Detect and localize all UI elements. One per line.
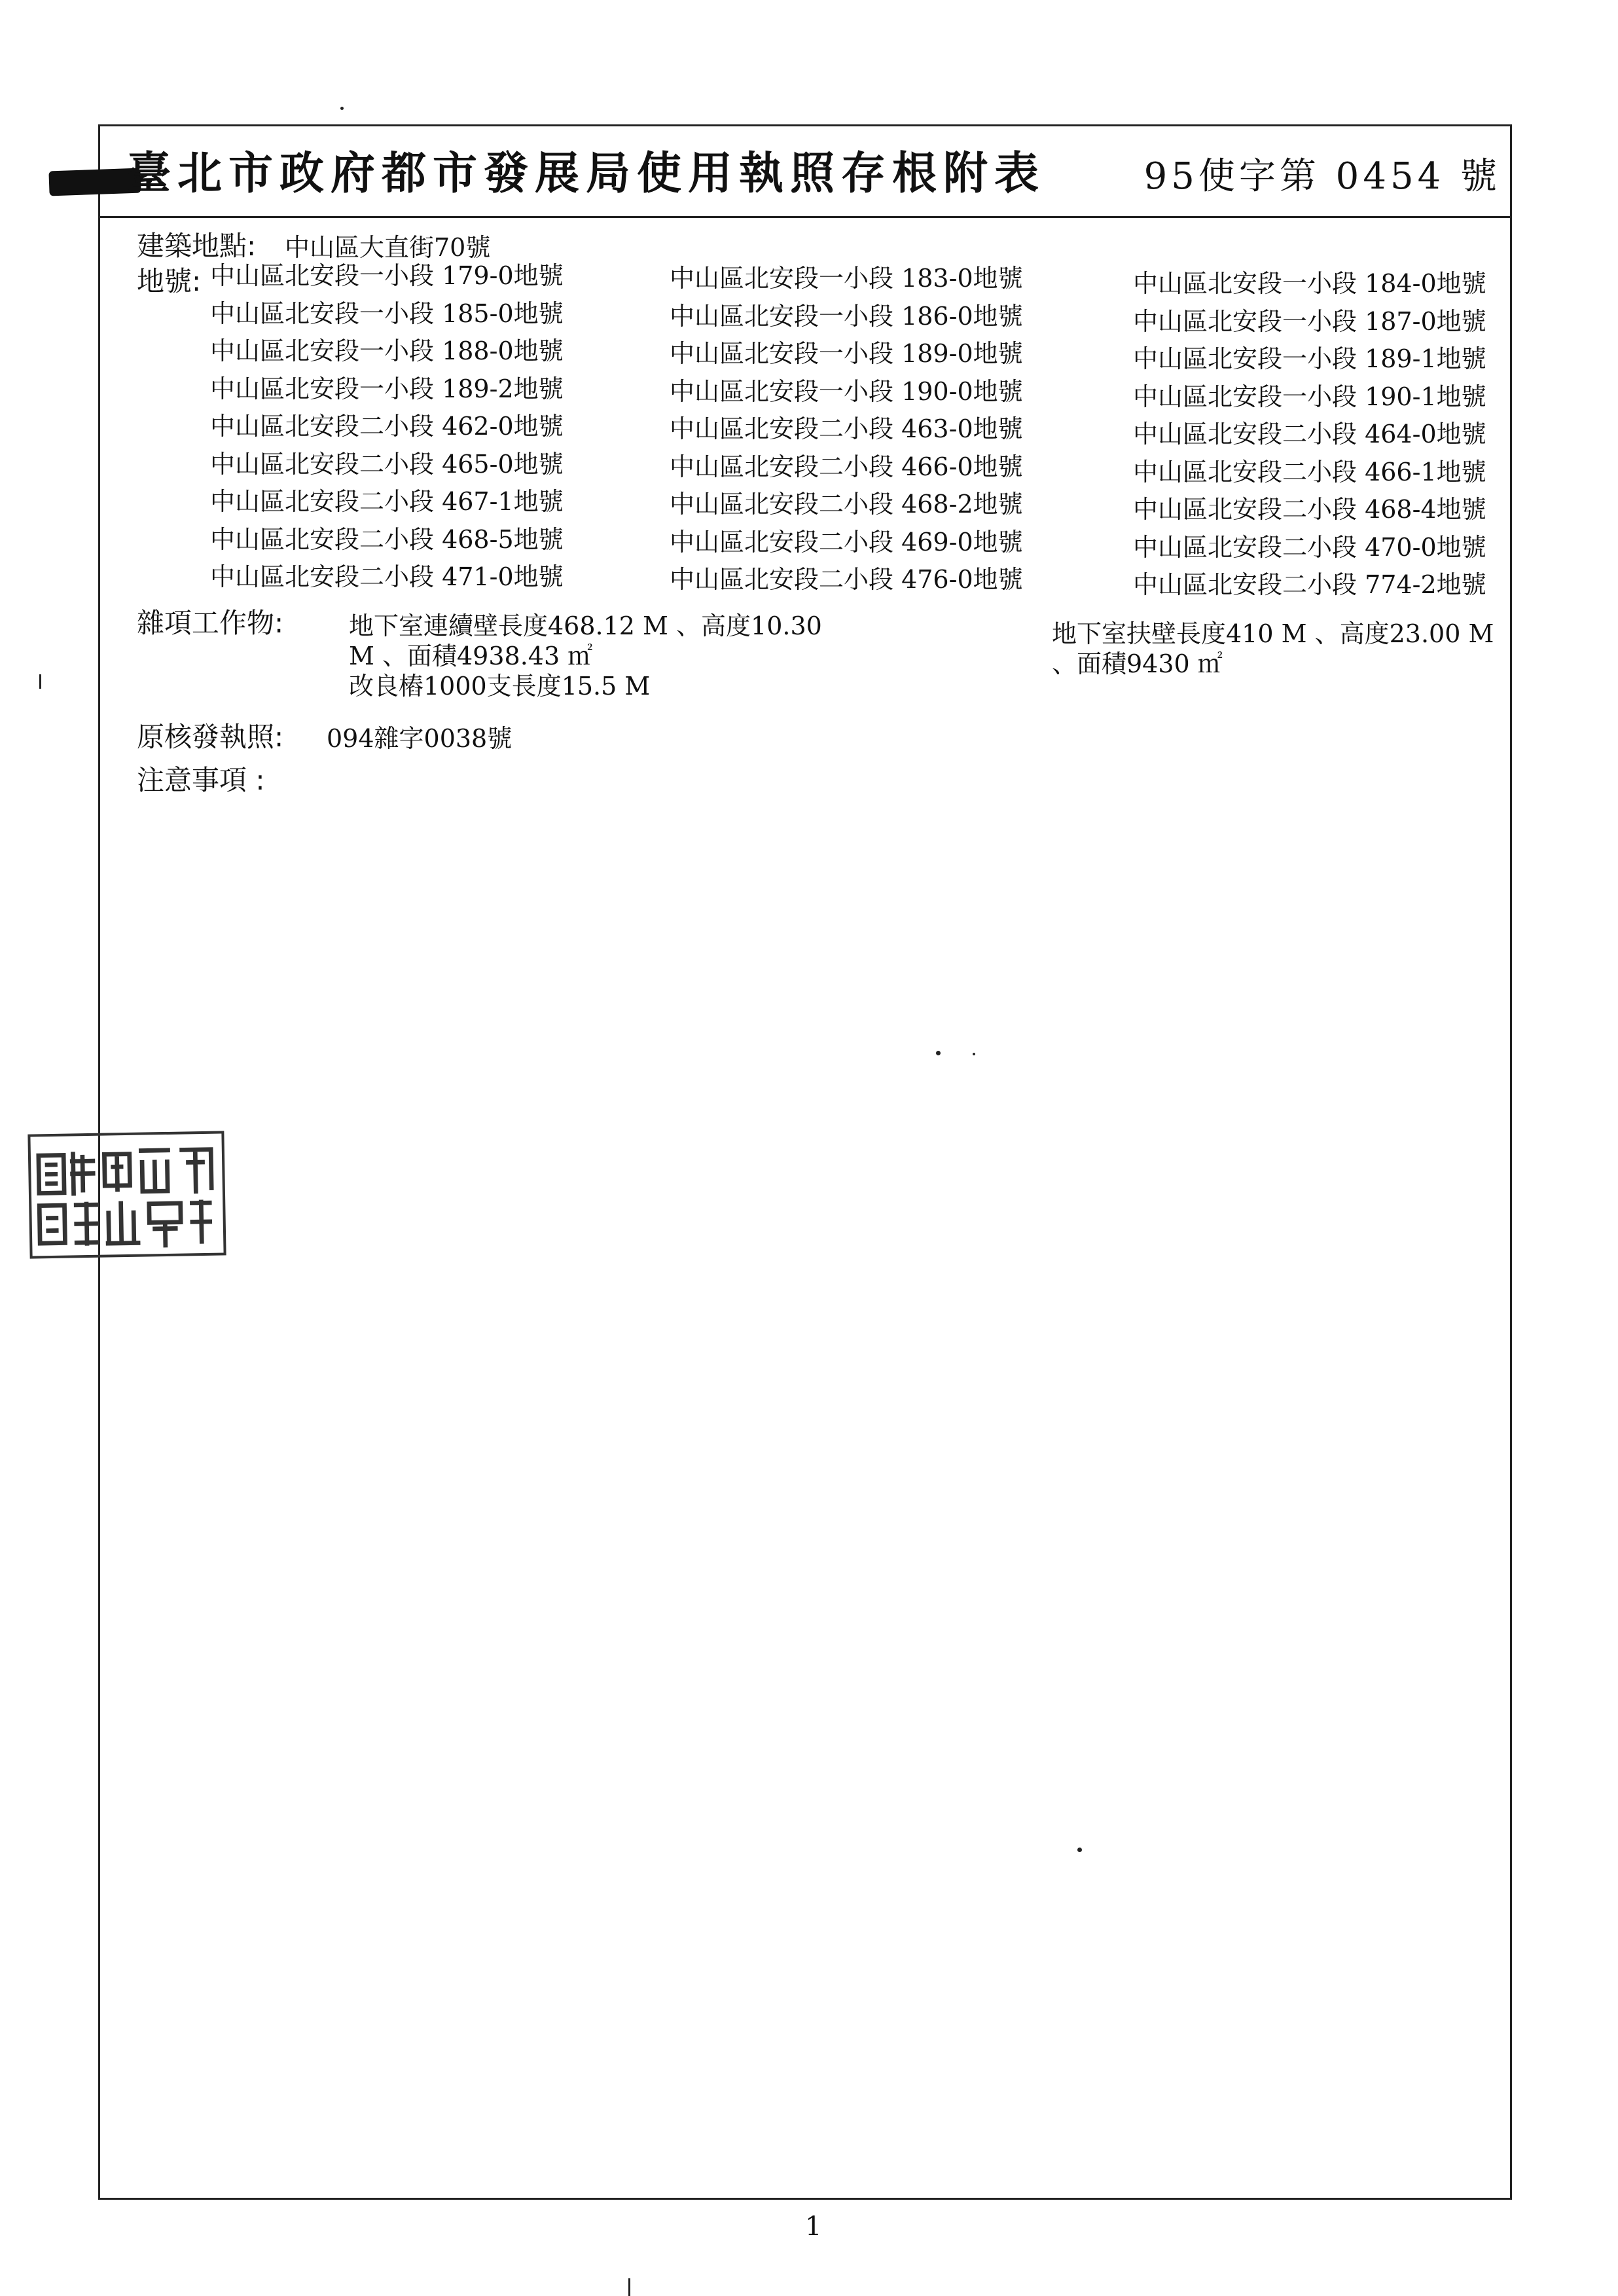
- misc-works-right-line-2: 、面積9430 ㎡: [1052, 649, 1223, 678]
- scan-speck: [1077, 1848, 1082, 1852]
- misc-works-right-line-1: 地下室扶壁長度410 M 、高度23.00 M: [1052, 619, 1494, 648]
- lot-item: 中山區北安段二小段 471-0地號: [210, 562, 564, 591]
- original-permit-label: 原核發執照:: [137, 721, 284, 753]
- lot-item: 中山區北安段一小段 189-0地號: [670, 339, 1023, 368]
- misc-works-label: 雜項工作物:: [137, 607, 284, 639]
- lot-item: 中山區北安段一小段 189-2地號: [210, 374, 564, 403]
- lots-column-1: [210, 257, 564, 596]
- lot-item: 中山區北安段二小段 468-5地號: [210, 524, 564, 554]
- lot-item: 中山區北安段二小段 464-0地號: [1133, 420, 1486, 448]
- lots-column-3: [1133, 265, 1486, 604]
- misc-works-right: [1052, 619, 1494, 679]
- site-label: 建築地點:: [137, 230, 257, 262]
- lot-item: 中山區北安段一小段 179-0地號: [210, 261, 564, 290]
- scan-mark: [39, 674, 41, 689]
- scan-speck: [936, 1051, 941, 1055]
- lot-item: 中山區北安段一小段 190-0地號: [670, 376, 1023, 406]
- lot-item: 中山區北安段二小段 774-2地號: [1133, 570, 1486, 599]
- document-title: 臺北市政府都市發展局使用執照存根附表: [126, 147, 1046, 200]
- notes-label: 注意事項 :: [137, 764, 265, 796]
- lot-item: 中山區北安段一小段 183-0地號: [670, 264, 1023, 293]
- lot-item: 中山區北安段二小段 470-0地號: [1133, 532, 1486, 562]
- lot-item: 中山區北安段二小段 466-1地號: [1133, 457, 1486, 486]
- scan-mark: [628, 2278, 630, 2296]
- lot-item: 中山區北安段二小段 463-0地號: [670, 414, 1023, 443]
- lot-item: 中山區北安段二小段 462-0地號: [210, 412, 564, 441]
- lots-column-2: [670, 260, 1023, 599]
- misc-works-left: [349, 611, 822, 701]
- lot-item: 中山區北安段一小段 184-0地號: [1133, 269, 1486, 298]
- lot-item: 中山區北安段二小段 467-1地號: [210, 487, 564, 516]
- lots-label: 地號:: [137, 265, 202, 297]
- lot-item: 中山區北安段一小段 185-0地號: [210, 299, 564, 328]
- official-seal-stamp: [27, 1131, 226, 1258]
- lot-item: 中山區北安段一小段 190-1地號: [1133, 382, 1486, 411]
- lot-item: 中山區北安段一小段 188-0地號: [210, 337, 564, 365]
- page-number: 1: [805, 2212, 822, 2242]
- site-value: 中山區大直街70號: [285, 233, 491, 262]
- lot-item: 中山區北安段一小段 189-1地號: [1133, 344, 1486, 373]
- lot-item: 中山區北安段二小段 476-0地號: [670, 565, 1023, 594]
- scan-speck: [973, 1053, 975, 1055]
- scan-speck: [340, 107, 344, 110]
- lot-item: 中山區北安段二小段 468-4地號: [1133, 495, 1486, 524]
- lot-item: 中山區北安段一小段 187-0地號: [1133, 306, 1486, 336]
- lot-item: 中山區北安段一小段 186-0地號: [670, 301, 1023, 331]
- misc-works-left-line-3: 改良樁1000支長度15.5 M: [349, 672, 651, 701]
- permit-number: 95使字第 0454 號: [1143, 155, 1501, 198]
- lot-item: 中山區北安段二小段 465-0地號: [210, 449, 564, 479]
- seal-icon: [30, 1133, 223, 1256]
- lot-item: 中山區北安段二小段 468-2地號: [670, 490, 1023, 519]
- document-frame: [98, 124, 1512, 2200]
- original-permit-value: 094雜字0038號: [327, 724, 512, 753]
- lot-item: 中山區北安段二小段 469-0地號: [670, 527, 1023, 556]
- misc-works-left-line-2: M 、面積4938.43 ㎡: [349, 642, 593, 670]
- misc-works-left-line-1: 地下室連續壁長度468.12 M 、高度10.30: [349, 611, 822, 640]
- document-header: [100, 126, 1510, 218]
- lot-item: 中山區北安段二小段 466-0地號: [670, 452, 1023, 481]
